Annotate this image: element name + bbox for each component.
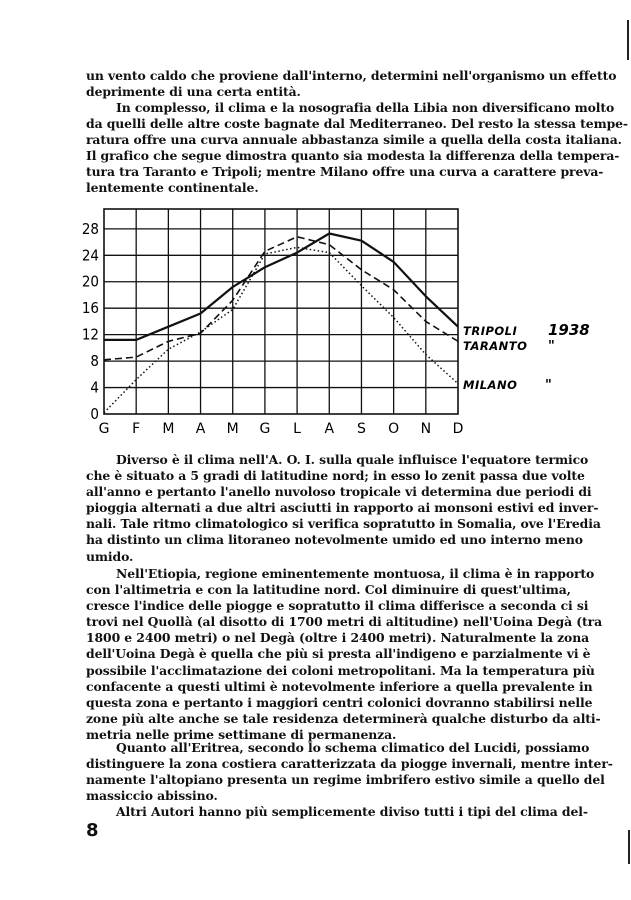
x-tick-label: G: [98, 421, 110, 437]
text-line: Quanto all'Eritrea, secondo lo schema climatico del Lucidi, possiamo: [116, 740, 590, 755]
chart-series: [104, 234, 458, 413]
text-line: zone più alte anche se tale residenza determinerà qualche disturbo da alti-: [86, 710, 601, 726]
text-line: umido.: [86, 548, 134, 564]
text-line: trovi nel Quollà (al disotto di 1700 metri di altitudine) nell'Uoina Degà (tra: [86, 614, 602, 630]
text-line: Diverso è il clima nell'A. O. I. sulla quale influisce l'equatore termico: [116, 452, 589, 467]
x-tick-label: G: [259, 421, 271, 437]
y-tick-labels: [82, 220, 99, 423]
text-line: massiccio abissino.: [86, 788, 218, 804]
y-tick-label: 12: [81, 325, 99, 344]
legend-label-tripoli: TRIPOLI: [463, 324, 518, 338]
text-line: dell'Uoina Degà è quella che più si presta all'indigeno e parzialmente vi è: [86, 646, 591, 662]
y-tick-label: 16: [81, 299, 99, 318]
text-line: distinguere la zona costiera caratterizzata da piogge invernali, mentre inter-: [86, 756, 613, 772]
text-line: deprimente di una certa entità.: [86, 84, 301, 100]
text-line: Il grafico che segue dimostra quanto sia modesta la differenza della tempera-: [86, 148, 620, 164]
legend-note: ": [545, 378, 552, 393]
text-line: namente l'altopiano presenta un regime imbrifero estivo simile a quello del: [86, 772, 605, 788]
x-tick-labels: [99, 421, 464, 437]
legend-label-taranto: TARANTO: [463, 339, 528, 353]
y-tick-label: 20: [81, 272, 99, 291]
text-line: lentemente continentale.: [86, 180, 259, 196]
legend-note: ": [548, 339, 555, 354]
y-tick-label: 8: [90, 352, 99, 371]
text-line: confacente a questi ultimi è notevolmente inferiore a quella prevalente in: [86, 678, 593, 694]
y-tick-label: 24: [81, 246, 99, 265]
text-line: un vento caldo che proviene dall'interno, determini nell'organismo un effetto: [86, 68, 617, 83]
legend-note: 1938: [548, 321, 590, 339]
legend-label-milano: MILANO: [463, 378, 518, 392]
x-tick-label: F: [132, 421, 141, 437]
paragraph-5: [86, 740, 613, 804]
chart-grid: [104, 209, 458, 414]
x-tick-label: N: [420, 421, 432, 437]
text-line: In complesso, il clima e la nosografia della Libia non diversificano molto: [116, 100, 615, 115]
x-tick-label: S: [357, 421, 366, 437]
scan-edge-mark: [627, 20, 629, 60]
paragraph-6: [86, 804, 588, 820]
page-number: 8: [86, 820, 99, 841]
x-tick-label: O: [388, 421, 400, 437]
x-tick-label: A: [195, 421, 206, 437]
x-tick-label: M: [226, 421, 239, 437]
text-line: metria nelle prime settimane di permanenza.: [86, 726, 397, 742]
text-line: cresce l'indice delle piogge e sopratutto il clima differisce a seconda ci si: [86, 598, 589, 614]
text-line: ha distinto un clima litoraneo notevolmente umido ed uno interno meno: [86, 532, 583, 548]
x-tick-label: D: [452, 421, 464, 437]
text-line: tura tra Taranto e Tripoli; mentre Milano offre una curva a carattere preva-: [86, 164, 604, 180]
series-line-tripoli: [104, 234, 458, 340]
text-line: che è situato a 5 gradi di latitudine nord; in esso lo zenit passa due volte: [86, 468, 585, 484]
y-tick-label: 28: [81, 219, 99, 238]
x-tick-label: L: [293, 421, 301, 437]
x-tick-label: A: [324, 421, 335, 437]
chart-legend: [463, 321, 590, 393]
paragraph-3: [86, 452, 601, 565]
text-line: 1800 e 2400 metri) o nel Degà (oltre i 2400 metri). Naturalmente la zona: [86, 630, 590, 646]
paragraph-4: [86, 566, 602, 743]
text-line: Nell'Etiopia, regione eminentemente montuosa, il clima è in rapporto: [116, 566, 595, 581]
text-line: ratura offre una curva annuale abbastanza simile a quella della costa italiana.: [86, 132, 622, 148]
x-tick-label: M: [162, 421, 175, 437]
y-tick-label: 4: [90, 378, 99, 397]
scan-edge-mark: [628, 830, 630, 864]
text-line: possibile l'acclimatazione dei coloni metropolitani. Ma la temperatura più: [86, 662, 595, 678]
text-line: all'anno e pertanto l'anello nuvoloso tropicale vi determina due periodi di: [86, 484, 592, 500]
chart-frame: [104, 209, 458, 414]
text-line: pioggia alternati a due altri asciutti in rapporto ai monsoni estivi ed inver-: [86, 500, 599, 516]
text-line: con l'altimetria e con la latitudine nord. Col diminuire di quest'ultima,: [86, 582, 571, 598]
text-line: da quelli delle altre coste bagnate dal Mediterraneo. Del resto la stessa tempe-: [86, 116, 628, 132]
y-tick-label: 0: [90, 405, 99, 423]
text-line: Altri Autori hanno più semplicemente diviso tutti i tipi del clima del-: [116, 804, 588, 819]
text-line: nali. Tale ritmo climatologico si verifica sopratutto in Somalia, ove l'Eredia: [86, 516, 601, 532]
text-line: questa zona e pertanto i maggiori centri colonici dovranno stabilirsi nelle: [86, 694, 593, 710]
